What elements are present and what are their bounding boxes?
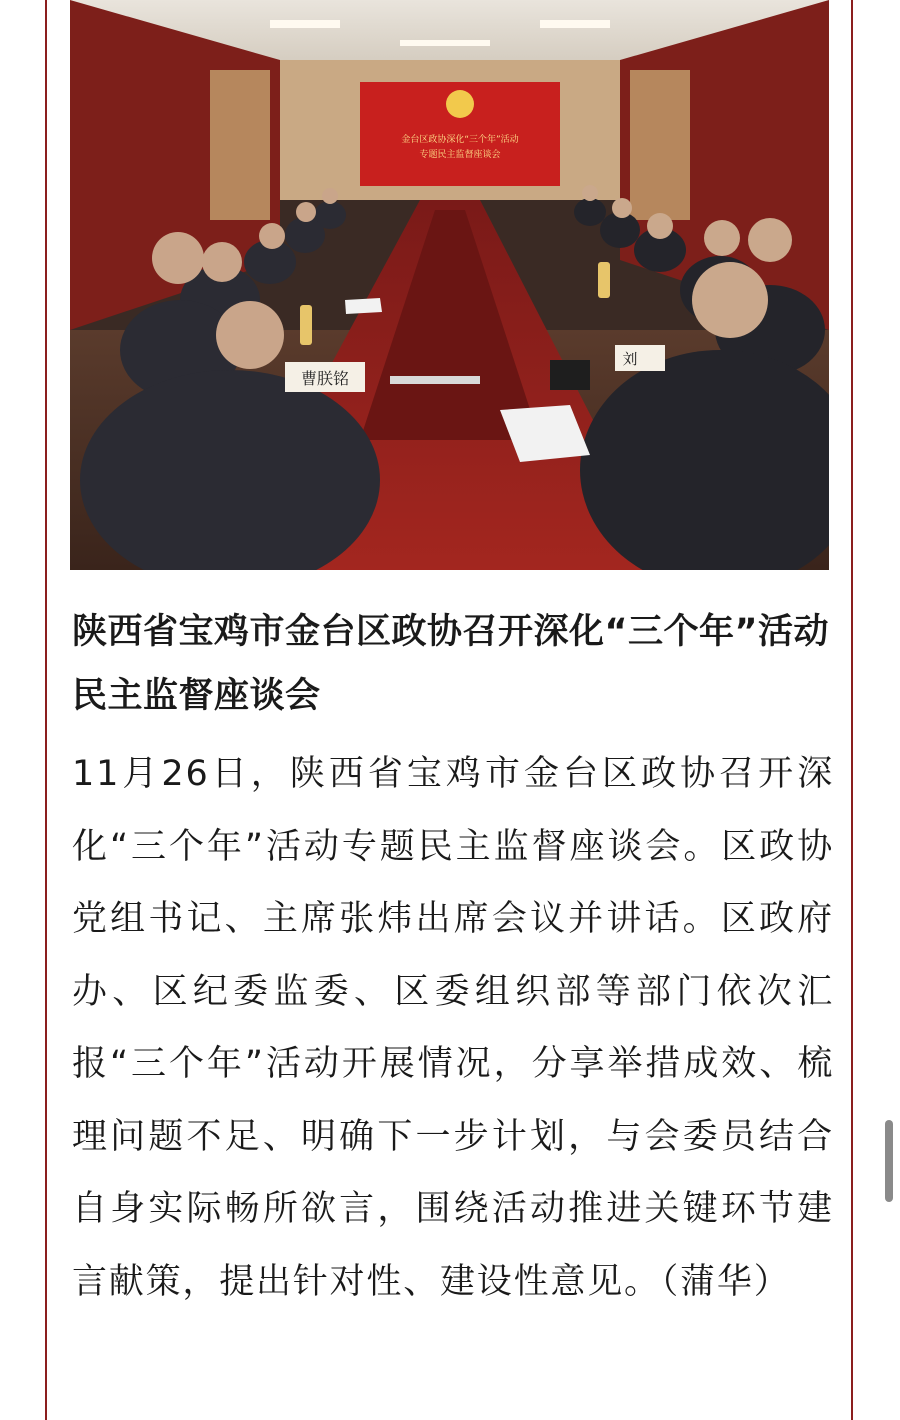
article-body: 11月26日，陕西省宝鸡市金台区政协召开深化“三个年”活动专题民主监督座谈会。区政协党组书记、主席张炜出席会议并讲话。区政府办、区纪委监委、区委组织部等部门依次汇报“三个年”活动开展情况，分享举措成效、梳理问题不足、明确下一步计划，与会委员结合自身实际畅所欲言，围绕活动推进关键环节建言献策，提出针对性、建设性意见。（蒲华） xyxy=(72,754,834,1302)
emblem-icon xyxy=(446,90,474,118)
article-title: 陕西省宝鸡市金台区政协召开深化“三个年”活动民主监督座谈会 xyxy=(72,612,830,716)
meeting-photo-illustration xyxy=(70,0,829,570)
nameplate-right-text: 刘 xyxy=(622,350,638,368)
meeting-photo xyxy=(70,0,829,570)
banner-line1: 金台区政协深化“三个年”活动 xyxy=(401,135,519,145)
banner-line2: 专题民主监督座谈会 xyxy=(419,150,501,160)
nameplate-left-text: 曹朕铭 xyxy=(300,369,350,388)
scrollbar-thumb[interactable] xyxy=(885,1120,893,1202)
